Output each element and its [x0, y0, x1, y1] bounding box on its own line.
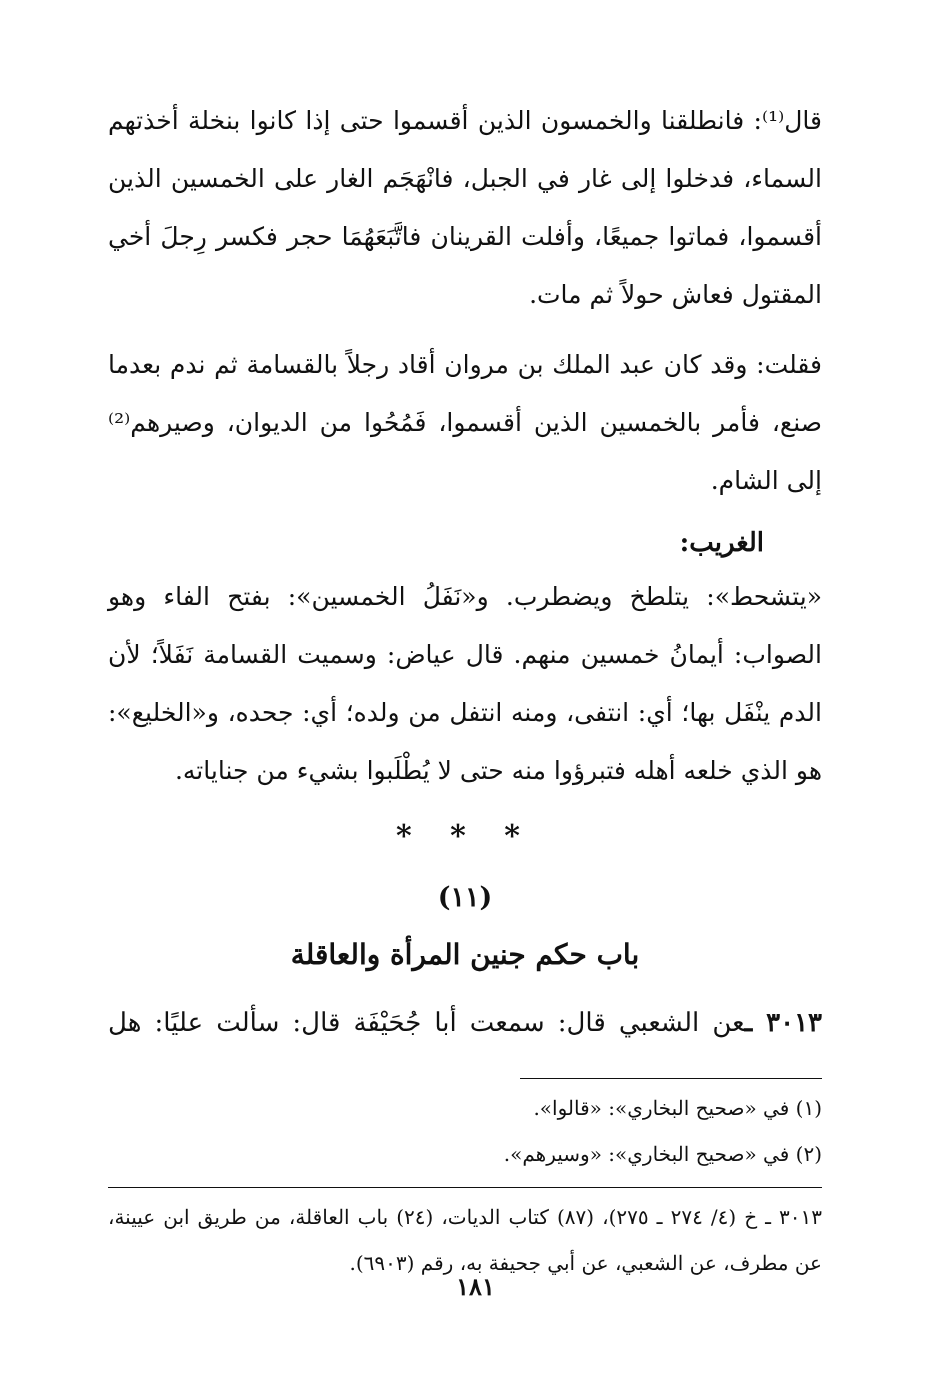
- hadith-text: عن الشعبي قال: سمعت أبا جُحَيْفَة قال: سألت عليًا: هل: [108, 1008, 745, 1038]
- footnotes: [108, 1085, 822, 1177]
- section-separator: * * *: [396, 819, 534, 854]
- hadith-start: [108, 994, 822, 1052]
- page-number: ١٨١: [456, 1272, 495, 1301]
- paragraph-2: فقلت: وقد كان عبد الملك بن مروان أقاد رجلاً بالقسامة ثم ندم بعدما صنع، فأمر بالخمسين الذين أقسموا، فَمُحُوا من الديوان، وصيرهم⁽²⁾ إلى الشام.: [108, 350, 822, 495]
- gharib-heading: الغريب:: [679, 528, 764, 558]
- footnote-2: (٢) في «صحيح البخاري»: «وسيرهم».: [503, 1142, 822, 1166]
- paragraph-3: «يتشحط»: يتلطخ ويضطرب. و«نَفَلُ الخمسين»: بفتح الفاء وهو الصواب: أيمانُ خمسين منهم. قال عياض: وسميت القسامة نَفَلاً؛ لأن الدم ينْفَل بها؛ أي: انتفى، ومنه انتفل من ولده؛ أي: جحده، و«الخليع»: هو الذي خلعه أهله فتبرؤوا منه حتى لا يُطْلَبوا بشيء من جناياته.: [108, 582, 822, 785]
- hadith-number: ٣٠١٣ ـ: [744, 1008, 822, 1038]
- paragraph-1: قال⁽¹⁾: فانطلقنا والخمسون الذين أقسموا حتى إذا كانوا بنخلة أخذتهم السماء، فدخلوا إلى غار في الجبل، فانْهَجَم الغار على الخمسين الذين أقسموا، فماتوا جميعًا، وأفلت القرينان فاتَّبَعَهُمَا حجر فكسر رِجلَ أخي المقتول فعاش حولاً ثم مات.: [108, 106, 822, 309]
- page-body: [108, 92, 822, 1286]
- chapter-title: باب حكم جنين المرأة والعاقلة: [290, 938, 640, 971]
- footnote-1: (١) في «صحيح البخاري»: «قالوا».: [533, 1096, 822, 1120]
- footnote-divider: [520, 1078, 822, 1079]
- takhrij-divider: [108, 1187, 822, 1188]
- takhrij-note: ٣٠١٣ ـ خ (٤/ ٢٧٤ ـ ٢٧٥)، (٨٧) كتاب الديات، (٢٤) باب العاقلة، من طريق ابن عيينة، عن مطرف، عن الشعبي، عن أبي جحيفة به، رقم (٦٩٠٣).: [108, 1205, 823, 1275]
- chapter-number: (١١): [437, 882, 493, 913]
